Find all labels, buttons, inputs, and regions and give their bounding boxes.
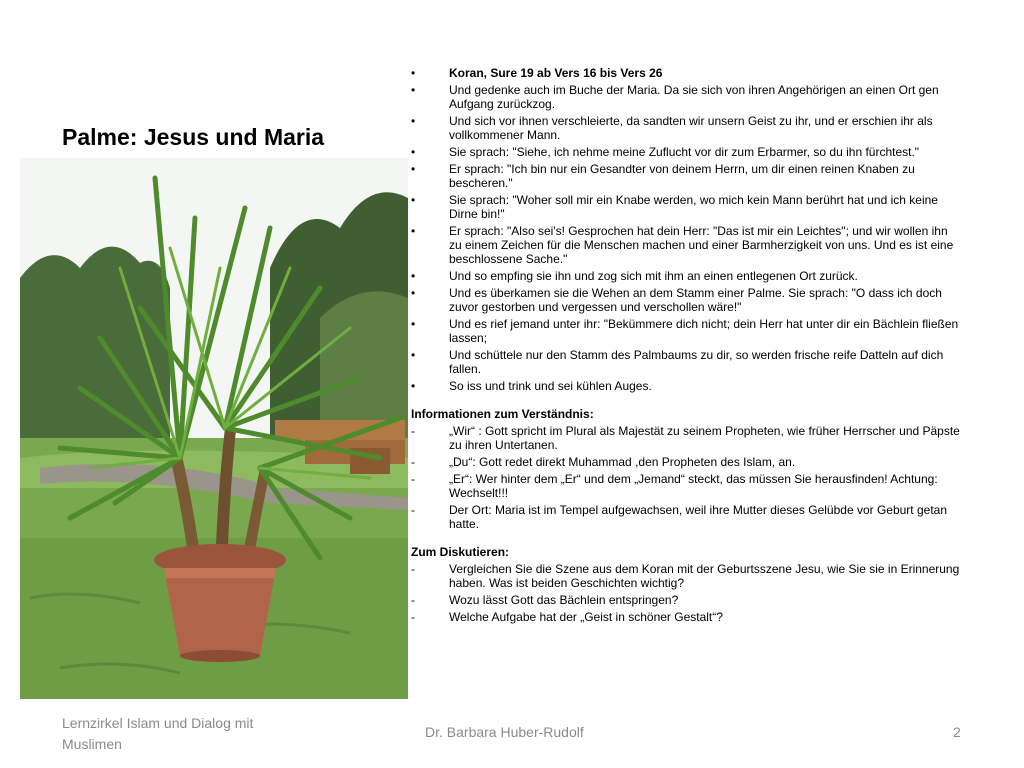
verse-item: [411, 317, 963, 345]
palm-photo: [20, 158, 408, 699]
list-marker: •: [411, 269, 416, 283]
list-item-text: Sie sprach: "Siehe, ich nehme meine Zuflucht vor dir zum Erbarmer, so du ihn fürchtest.": [449, 145, 920, 159]
slide-title: Palme: Jesus und Maria: [62, 124, 325, 150]
list-marker: •: [411, 162, 416, 176]
list-marker: •: [411, 224, 416, 238]
list-item-text: „Er“: Wer hinter dem „Er“ und dem „Jemand“ steckt, das müssen Sie herausfinden! Achtung: Wechselt!!!: [449, 472, 938, 500]
discuss-item: [411, 562, 963, 590]
list-item-text: Welche Aufgabe hat der „Geist in schöner Gestalt“?: [449, 610, 723, 624]
content-text: [411, 66, 963, 627]
list-item-text: Vergleichen Sie die Szene aus dem Koran mit der Geburtsszene Jesu, wie Sie sie in Erinnerung haben. Was ist beiden Geschichten wichtig?: [449, 562, 960, 590]
list-marker: -: [411, 610, 415, 624]
list-marker: •: [411, 66, 416, 80]
list-marker: •: [411, 193, 416, 207]
discuss-list: [411, 562, 963, 624]
verse-item: [411, 193, 963, 221]
list-item-text: Und schüttele nur den Stamm des Palmbaums zu dir, so werden frische reife Datteln auf dich fallen.: [449, 348, 944, 376]
verse-item: [411, 83, 963, 111]
list-marker: -: [411, 455, 415, 469]
list-marker: •: [411, 83, 416, 97]
koran-verse-list: [411, 66, 963, 393]
list-item-text: Sie sprach: "Woher soll mir ein Knabe werden, wo mich kein Mann berührt hat und ich keine Dirne bin!": [449, 193, 938, 221]
footer-author: Dr. Barbara Huber-Rudolf: [425, 724, 584, 740]
list-item-text: „Du“: Gott redet direkt Muhammad ,den Propheten des Islam, an.: [449, 455, 796, 469]
list-item-text: Der Ort: Maria ist im Tempel aufgewachsen, weil ihre Mutter dieses Gelübde vor Geburt getan hatte.: [449, 503, 947, 531]
list-marker: -: [411, 472, 415, 486]
list-marker: •: [411, 379, 416, 393]
list-item-text: „Wir“ : Gott spricht im Plural als Majestät zu seinem Propheten, wie früher Herrscher und Päpste zu ihren Untertanen.: [449, 424, 960, 452]
list-item-text: Er sprach: "Also sei's! Gesprochen hat dein Herr: "Das ist mir ein Leichtes"; und wir wollen ihn zu einem Zeichen für die Menschen machen und einer Barmherzigkeit von uns. Und es ist eine beschlossene Sache.": [449, 224, 954, 266]
list-marker: -: [411, 593, 415, 607]
list-marker: •: [411, 114, 416, 128]
info-item: [411, 424, 963, 452]
discuss-item: [411, 593, 963, 607]
verse-item: [411, 66, 963, 80]
list-item-text: Und gedenke auch im Buche der Maria. Da sie sich von ihren Angehörigen an einen Ort gen Aufgang zurückzog.: [449, 83, 939, 111]
info-item: [411, 472, 963, 500]
verse-item: [411, 269, 963, 283]
list-item-text: So iss und trink und sei kühlen Auges.: [449, 379, 652, 393]
list-marker: -: [411, 424, 415, 438]
list-marker: •: [411, 145, 416, 159]
list-marker: -: [411, 503, 415, 517]
info-item: [411, 455, 963, 469]
list-marker: •: [411, 286, 416, 300]
verse-item: [411, 379, 963, 393]
list-marker: •: [411, 317, 416, 331]
list-item-text: Koran, Sure 19 ab Vers 16 bis Vers 26: [449, 66, 663, 80]
list-item-text: Er sprach: "Ich bin nur ein Gesandter von deinem Herrn, um dir einen reinen Knaben zu bescheren.": [449, 162, 915, 190]
info-item: [411, 503, 963, 531]
list-item-text: Wozu lässt Gott das Bächlein entspringen?: [449, 593, 679, 607]
list-item-text: Und so empfing sie ihn und zog sich mit ihm an einen entlegenen Ort zurück.: [449, 269, 858, 283]
verse-item: [411, 286, 963, 314]
list-marker: -: [411, 562, 415, 576]
list-item-text: Und es rief jemand unter ihr: "Bekümmere dich nicht; dein Herr hat unter dir ein Bächlein fließen lassen;: [449, 317, 959, 345]
verse-item: [411, 114, 963, 142]
list-item-text: Und sich vor ihnen verschleierte, da sandten wir unsern Geist zu ihr, und er erschien ihr als vollkommener Mann.: [449, 114, 933, 142]
verse-item: [411, 348, 963, 376]
verse-item: [411, 145, 963, 159]
list-item-text: Und es überkamen sie die Wehen an dem Stamm einer Palme. Sie sprach: "O dass ich doch zuvor gestorben und vergessen und verschollen wäre!": [449, 286, 942, 314]
info-heading: Informationen zum Verständnis:: [411, 407, 594, 421]
list-marker: •: [411, 348, 416, 362]
discuss-item: [411, 610, 963, 624]
discuss-heading: Zum Diskutieren:: [411, 545, 510, 559]
info-list: [411, 424, 963, 531]
footer-course-name: Lernzirkel Islam und Dialog mit Muslimen: [62, 715, 254, 752]
verse-item: [411, 162, 963, 190]
verse-item: [411, 224, 963, 266]
slide-number: 2: [953, 724, 961, 740]
